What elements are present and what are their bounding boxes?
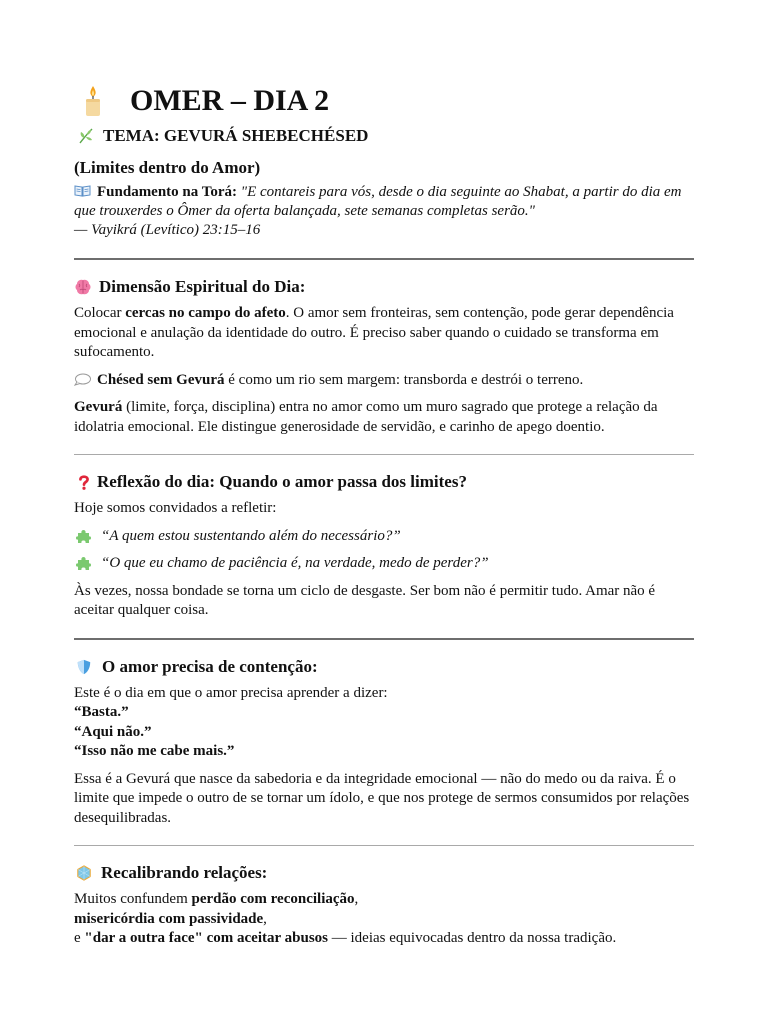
text-run: , [263, 910, 267, 927]
reflection-question-1: “A quem estou sustentando além do necessário?” [101, 527, 401, 544]
divider [74, 845, 694, 846]
text-run: . O amor sem fronteiras, sem contenção, pode gerar dependência emocional e anulação da identidade do outro. É preciso saber quando o cuidado se transforma em sufocamento. [74, 305, 674, 360]
paragraph [74, 910, 694, 930]
paragraph [74, 929, 694, 949]
brain-icon [74, 278, 92, 296]
question-icon [76, 473, 92, 491]
candle-icon [82, 85, 104, 117]
herb-icon [78, 128, 94, 144]
divider [74, 454, 694, 455]
gem-icon [76, 864, 92, 882]
paragraph: Este é o dia em que o amor precisa aprender a dizer: [74, 684, 388, 701]
section-title-reflection-text: Reflexão do dia: Quando o amor passa dos limites? [97, 472, 467, 491]
torah-quote: "E contareis para vós, desde o dia seguinte ao Shabat, a partir do dia em que trouxerdes o Ômer da oferta balançada, sete semanas completas serão." [74, 184, 682, 219]
text-bold: perdão com reconciliação [191, 891, 355, 907]
text-bold: Chésed sem Gevurá [97, 371, 225, 388]
paragraph [74, 304, 694, 363]
text-bold: cercas no campo do afeto [125, 305, 286, 321]
paragraph [74, 723, 694, 743]
text-run: — ideias equivocadas dentro da nossa tradição. [328, 930, 617, 946]
page-title [74, 0, 694, 120]
speech-bubble-icon [74, 373, 91, 386]
section-title-reflection [74, 471, 694, 493]
torah-reference: — Vayikrá (Levítico) 23:15–16 [74, 222, 261, 238]
paragraph: Hoje somos convidados a refletir: [74, 500, 277, 516]
shield-icon [76, 658, 92, 676]
section-title-recalibrate-text: Recalibrando relações: [101, 863, 268, 882]
divider [74, 258, 694, 260]
torah-foundation [74, 183, 694, 221]
text-run: Muitos confundem [74, 891, 192, 907]
puzzle-icon [76, 529, 91, 544]
paragraph [74, 371, 694, 391]
list-item [74, 527, 694, 547]
section-title-spiritual-text: Dimensão Espiritual do Dia: [99, 277, 306, 296]
theme-heading [74, 125, 694, 147]
section-title-spiritual [74, 276, 694, 298]
statement-nao-me-cabe: “Isso não me cabe mais.” [74, 743, 235, 759]
paragraph [74, 890, 694, 910]
statement-aqui-nao: “Aqui não.” [74, 723, 152, 740]
paragraph: Essa é a Gevurá que nasce da sabedoria e da integridade emocional — não do medo ou da raiva. É o limite que impede o outro de se tornar um ídolo, e que nos protege de sermos consumidos por relações desequilibradas. [74, 770, 690, 826]
reflection-question-2: “O que eu chamo de paciência é, na verdade, medo de perder?” [101, 555, 489, 571]
section-title-containment-text: O amor precisa de contenção: [102, 656, 318, 676]
divider [74, 638, 694, 640]
text-bold: Gevurá [74, 399, 123, 415]
section-title-containment [74, 656, 694, 678]
text-bold: misericórdia com passividade [74, 910, 264, 927]
statement-basta: “Basta.” [74, 704, 129, 720]
subtitle: (Limites dentro do Amor) [74, 158, 261, 177]
paragraph [74, 742, 694, 762]
book-icon [74, 185, 91, 197]
paragraph: Às vezes, nossa bondade se torna um ciclo de desgaste. Ser bom não é permitir tudo. Amar não é aceitar qualquer coisa. [74, 582, 656, 618]
torah-label: Fundamento na Torá: [97, 184, 238, 200]
list-item [74, 554, 694, 574]
puzzle-icon [76, 556, 91, 571]
title-text: OMER – DIA 2 [130, 84, 330, 117]
text-run: , [354, 891, 359, 907]
paragraph [74, 398, 694, 437]
text-run: (limite, força, disciplina) entra no amor como um muro sagrado que protege a relação da idolatria emocional. Ele distingue generosidade de servidão, e carinho de apego doentio. [74, 399, 658, 435]
text-run: é como um rio sem margem: transborda e destrói o terreno. [224, 371, 584, 388]
paragraph [74, 703, 694, 723]
section-title-recalibrate [74, 862, 694, 884]
text-run: Colocar [74, 305, 126, 321]
text-bold: "dar a outra face" com aceitar abusos [84, 930, 328, 946]
text-run: e [74, 930, 85, 946]
theme-text: TEMA: GEVURÁ SHEBECHÉSED [103, 126, 369, 145]
